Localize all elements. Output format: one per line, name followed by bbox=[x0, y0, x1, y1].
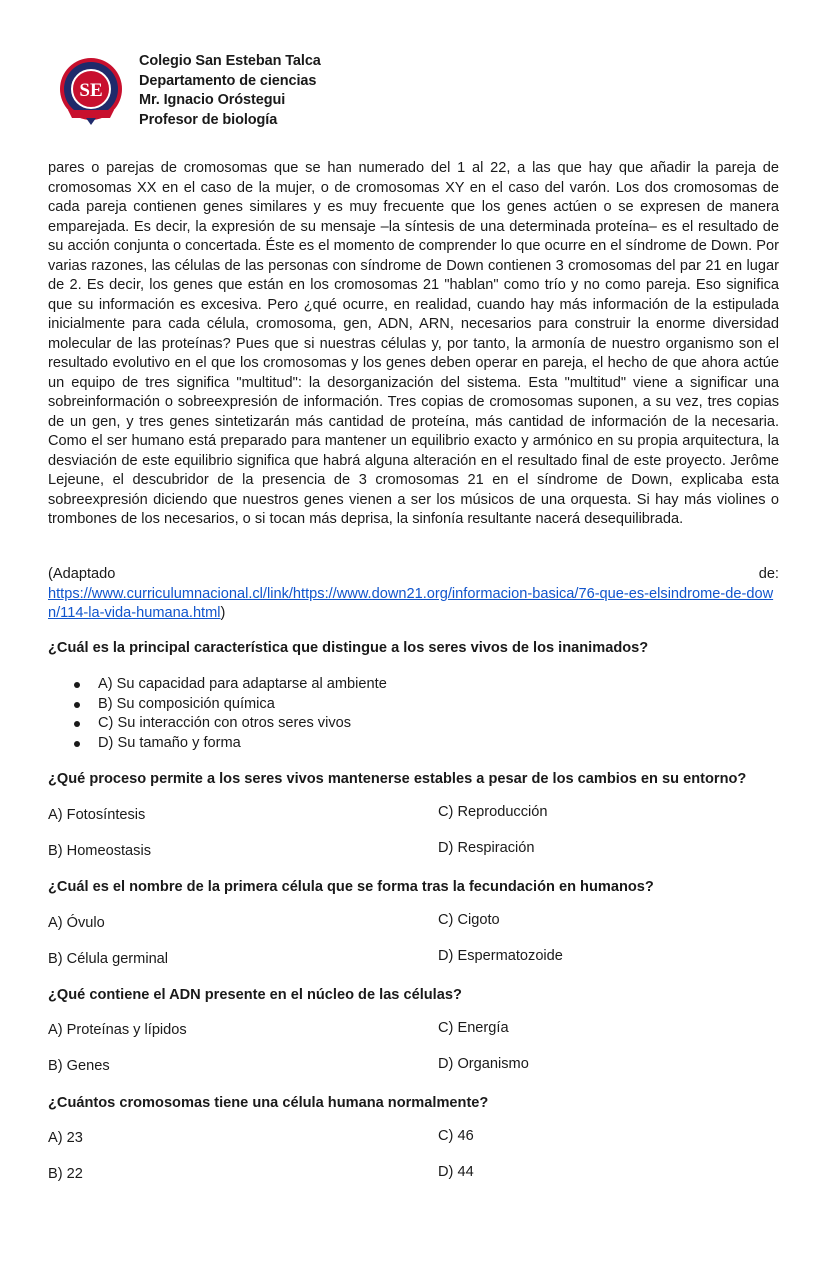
school-name: Colegio San Esteban Talca bbox=[139, 53, 321, 69]
source-prefix: (Adaptado bbox=[48, 566, 116, 582]
option-5d: D) 44 bbox=[438, 1164, 474, 1180]
source-close: ) bbox=[220, 605, 226, 621]
option-4a: A) Proteínas y lípidos bbox=[48, 1022, 187, 1038]
source-link[interactable]: https://www.curriculumnacional.cl/link/https://www.down21.org/informacion-basica/76-que-es-elsindrome-de-down/114-la-vida-humana.html bbox=[48, 585, 774, 621]
option-3d: D) Espermatozoide bbox=[438, 948, 563, 964]
option-2a: A) Fotosíntesis bbox=[48, 807, 146, 823]
question-2: ¿Qué proceso permite a los seres vivos mantenerse estables a pesar de los cambios en su entorno? bbox=[48, 771, 747, 787]
letterhead bbox=[58, 52, 458, 132]
option-5b: B) 22 bbox=[48, 1166, 83, 1182]
school-crest-logo bbox=[58, 56, 124, 128]
option-4d: D) Organismo bbox=[438, 1056, 529, 1072]
reading-paragraph: pares o parejas de cromosomas que se han numerado del 1 al 22, a las que hay que añadir la pareja de cromosomas XX en el caso de la mujer, o de cromosomas XY en el caso del varón. Los dos cromosomas de cada pareja contienen genes similares y es muy frecuente que los genes actúen o se expresen de manera emparejada. Es decir, la expresión de su mensaje –la síntesis de una determinada proteína– es el resultado de su acción conjunta o concertada. Éste es el momento de comprender lo que ocurre en el síndrome de Down. Por varias razones, las células de las personas con síndrome de Down contienen 3 cromosomas del par 21 en lugar de 2. Es decir, los genes que están en los cromosomas 21 "hablan" como trío y no como pareja. Eso significa que su información es excesiva. Pero ¿qué ocurre, en realidad, cuando hay más información de la estipulada inicialmente para cada célula, cromosoma, gen, ADN, ARN, necesarios para construir la enorme diversidad molecular de las proteínas? Pues que si nuestras células y, por tanto, la armonía de nuestro organismo son el resultado evolutivo en el que los cromosomas y los genes deben operar en pareja, el hecho de que ahora actúe un equipo de tres significa "multitud": la desorganización del sistema. Esta "multitud" viene a significar una sobreinformación o sobreexpresión de información. Tres copias de cromosomas suponen, a su vez, tres copias de un gen, y tres genes sintetizarán más cantidad de proteína, más cantidad de información de la necesaria. Como el ser humano está preparado para mantener un equilibrio exacto y armónico en su propia arquitectura, la desviación de este equilibrio significa que habrá alguna alteración en el resultado final de este proyecto. Jerôme Lejeune, el descubridor de la presencia de 3 cromosomas 21 en el síndrome de Down, explicaba esta sobreexpresión diciendo que nuestros genes vienen a ser los músicos de una orquesta. Si hay más violines o trombones de los necesarios, o si tocan más deprisa, la sinfonía resultante nacerá desequilibrada. bbox=[48, 160, 779, 527]
question-4: ¿Qué contiene el ADN presente en el núcleo de las células? bbox=[48, 987, 462, 1003]
question-1: ¿Cuál es la principal característica que distingue a los seres vivos de los inanimados? bbox=[48, 640, 649, 656]
option-2d: D) Respiración bbox=[438, 840, 535, 856]
option-3b: B) Célula germinal bbox=[48, 951, 169, 967]
option-4b: B) Genes bbox=[48, 1058, 110, 1074]
question-3: ¿Cuál es el nombre de la primera célula que se forma tras la fecundación en humanos? bbox=[48, 879, 654, 895]
option-3c: C) Cigoto bbox=[438, 912, 500, 928]
option-1c: C) Su interacción con otros seres vivos bbox=[70, 714, 387, 734]
option-2c: C) Reproducción bbox=[438, 804, 548, 820]
option-2b: B) Homeostasis bbox=[48, 843, 151, 859]
question-5: ¿Cuántos cromosomas tiene una célula humana normalmente? bbox=[48, 1095, 489, 1111]
option-3a: A) Óvulo bbox=[48, 915, 105, 931]
svg-text:SE: SE bbox=[79, 80, 103, 101]
source-de: de: bbox=[758, 566, 779, 582]
source-citation bbox=[48, 565, 779, 624]
option-5a: A) 23 bbox=[48, 1130, 83, 1146]
option-1a: A) Su capacidad para adaptarse al ambiente bbox=[70, 675, 387, 695]
teacher-name: Mr. Ignacio Oróstegui bbox=[139, 92, 286, 108]
department-name: Departamento de ciencias bbox=[139, 72, 317, 89]
option-1d: D) Su tamaño y forma bbox=[70, 734, 387, 754]
option-1b: B) Su composición química bbox=[70, 695, 387, 715]
option-4c: C) Energía bbox=[438, 1020, 509, 1036]
teacher-role: Profesor de biología bbox=[139, 111, 278, 128]
question-1-options bbox=[70, 675, 387, 754]
option-5c: C) 46 bbox=[438, 1128, 474, 1144]
